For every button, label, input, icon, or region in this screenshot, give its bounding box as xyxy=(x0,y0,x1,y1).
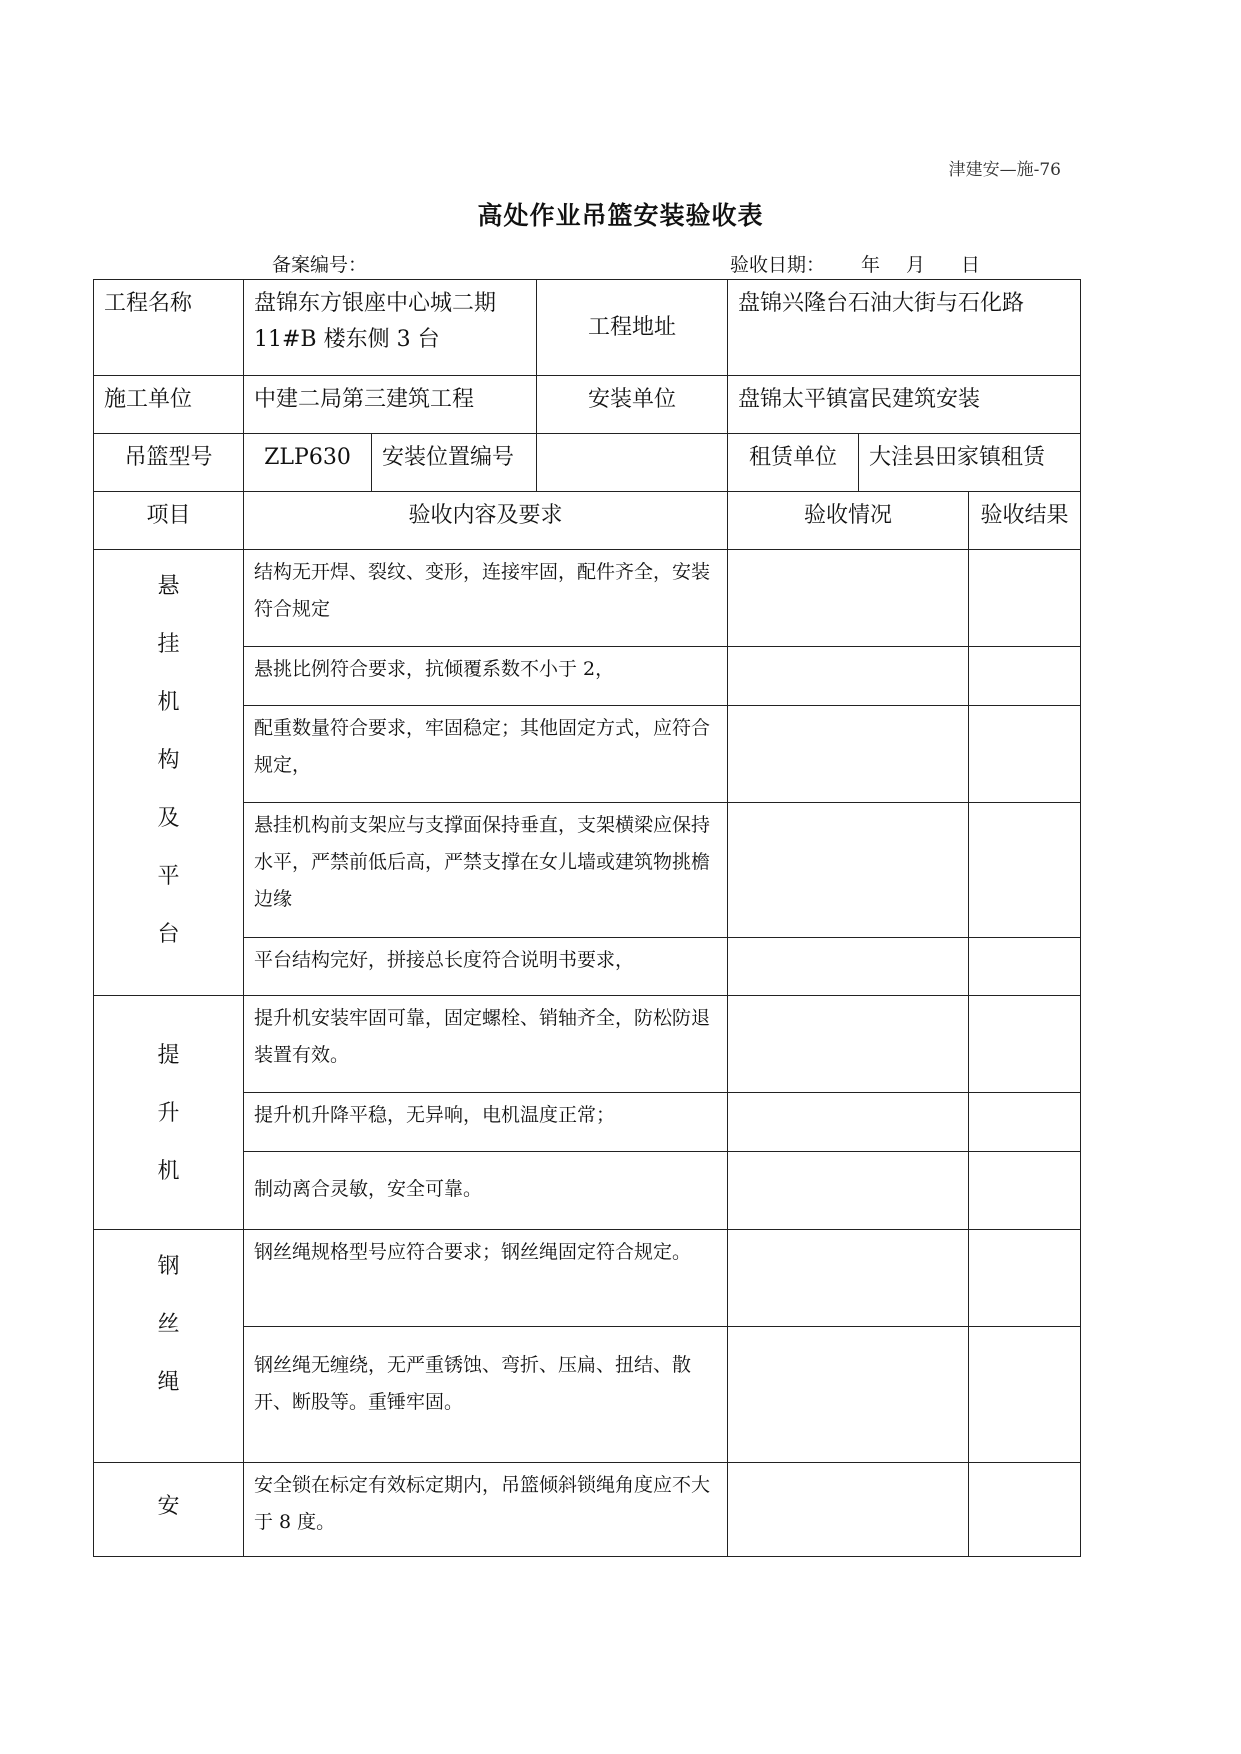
requirement-text: 提升机安装牢固可靠，固定螺栓、销轴齐全，防松防退装置有效。 xyxy=(244,996,728,1093)
status-cell[interactable] xyxy=(728,706,969,803)
requirement-text: 钢丝绳无缠绕，无严重锈蚀、弯折、压扁、扭结、散开、断股等。重锤牢固。 xyxy=(244,1327,728,1463)
project-address-label: 工程地址 xyxy=(537,280,728,376)
requirement-text: 悬挂机构前支架应与支撑面保持垂直，支架横梁应保持水平，严禁前低后高，严禁支撑在女儿墙或建筑物挑檐边缘 xyxy=(244,803,728,938)
requirement-text: 钢丝绳规格型号应符合要求；钢丝绳固定符合规定。 xyxy=(244,1230,728,1327)
status-cell[interactable] xyxy=(728,1327,969,1463)
group-label-suspension: 悬 挂 机 构 及 平 台 xyxy=(94,550,244,996)
inspection-table xyxy=(93,279,1081,1557)
result-cell[interactable] xyxy=(969,550,1081,647)
date-label: 验收日期： xyxy=(730,254,826,276)
group-label-safety: 安 xyxy=(94,1463,244,1557)
position-no-label: 安装位置编号 xyxy=(372,434,537,492)
requirement-text: 配重数量符合要求，牢固稳定；其他固定方式，应符合规定， xyxy=(244,706,728,803)
status-cell[interactable] xyxy=(728,1230,969,1327)
result-cell[interactable] xyxy=(969,1152,1081,1230)
installer-value: 盘锦太平镇富民建筑安装 xyxy=(728,376,1081,434)
group-label-wire-rope: 钢 丝 绳 xyxy=(94,1230,244,1463)
header-result: 验收结果 xyxy=(969,492,1081,550)
lessor-label: 租赁单位 xyxy=(728,434,859,492)
header-item: 项目 xyxy=(94,492,244,550)
requirement-text: 平台结构完好，拼接总长度符合说明书要求， xyxy=(244,938,728,996)
page-title: 高处作业吊篮安装验收表 xyxy=(477,201,764,230)
status-cell[interactable] xyxy=(728,647,969,706)
status-cell[interactable] xyxy=(728,803,969,938)
basket-model-value: ZLP630 xyxy=(244,434,372,492)
basket-model-label: 吊篮型号 xyxy=(94,434,244,492)
result-cell[interactable] xyxy=(969,1327,1081,1463)
result-cell[interactable] xyxy=(969,803,1081,938)
position-no-value xyxy=(537,434,728,492)
document-code: 津建安—施-76 xyxy=(948,160,1061,180)
lessor-value: 大洼县田家镇租赁 xyxy=(859,434,1081,492)
record-no-label: 备案编号： xyxy=(272,254,368,276)
requirement-text: 提升机升降平稳，无异响，电机温度正常； xyxy=(244,1093,728,1152)
result-cell[interactable] xyxy=(969,1230,1081,1327)
group-label-hoist: 提 升 机 xyxy=(94,996,244,1230)
status-cell[interactable] xyxy=(728,1093,969,1152)
year-label: 年 xyxy=(861,254,881,276)
result-cell[interactable] xyxy=(969,647,1081,706)
header-content: 验收内容及要求 xyxy=(244,492,728,550)
requirement-text: 悬挑比例符合要求，抗倾覆系数不小于 2， xyxy=(244,647,728,706)
inspection-date xyxy=(730,250,980,277)
requirement-text: 结构无开焊、裂纹、变形，连接牢固，配件齐全，安装符合规定 xyxy=(244,550,728,647)
contractor-value: 中建二局第三建筑工程 xyxy=(244,376,537,434)
status-cell[interactable] xyxy=(728,996,969,1093)
day-label: 日 xyxy=(961,254,981,276)
result-cell[interactable] xyxy=(969,938,1081,996)
status-cell[interactable] xyxy=(728,1463,969,1557)
project-address-value: 盘锦兴隆台石油大街与石化路 xyxy=(728,280,1081,376)
project-name-label: 工程名称 xyxy=(94,280,244,376)
requirement-text: 安全锁在标定有效标定期内，吊篮倾斜锁绳角度应不大于 8 度。 xyxy=(244,1463,728,1557)
result-cell[interactable] xyxy=(969,706,1081,803)
result-cell[interactable] xyxy=(969,996,1081,1093)
status-cell[interactable] xyxy=(728,938,969,996)
project-name-value: 盘锦东方银座中心城二期 11#B 楼东侧 3 台 xyxy=(244,280,537,376)
requirement-text: 制动离合灵敏，安全可靠。 xyxy=(244,1152,728,1230)
status-cell[interactable] xyxy=(728,1152,969,1230)
header-status: 验收情况 xyxy=(728,492,969,550)
installer-label: 安装单位 xyxy=(537,376,728,434)
month-label: 月 xyxy=(906,254,926,276)
status-cell[interactable] xyxy=(728,550,969,647)
result-cell[interactable] xyxy=(969,1463,1081,1557)
result-cell[interactable] xyxy=(969,1093,1081,1152)
contractor-label: 施工单位 xyxy=(94,376,244,434)
